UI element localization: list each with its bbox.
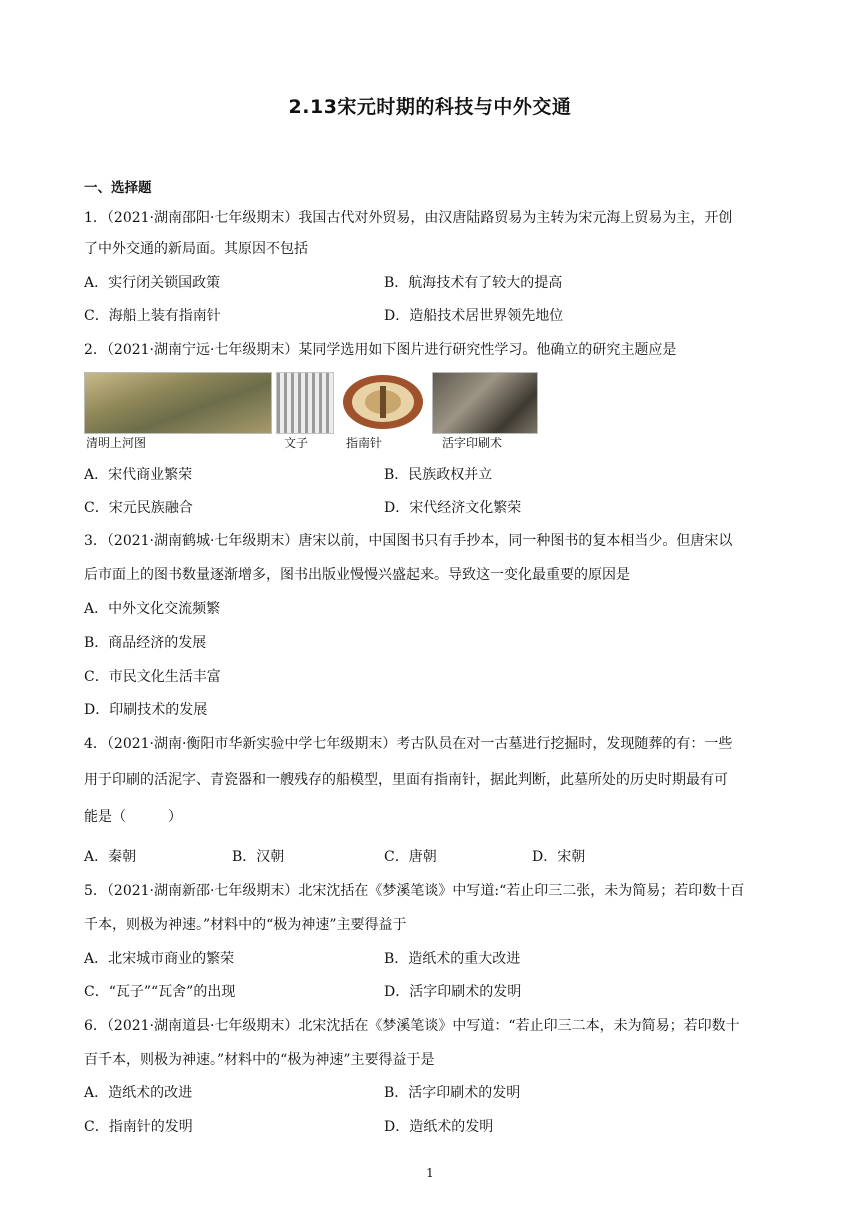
qingming-painting-image: [84, 372, 272, 434]
q1-option-d: D．造船技术居世界领先地位: [384, 308, 564, 324]
q3-option-b: B．商品经济的发展: [84, 635, 207, 651]
caption-qingming: 清明上河图: [86, 436, 147, 450]
q4-option-a: A．秦朝: [84, 849, 137, 865]
q4-option-b: B．汉朝: [232, 849, 285, 865]
page-title: 2.13宋元时期的科技与中外交通: [288, 96, 572, 118]
q2-option-d: D．宋代经济文化繁荣: [384, 500, 522, 516]
printing-scene-image: [432, 372, 538, 434]
caption-compass: 指南针: [346, 436, 383, 450]
q6-stem-line1: 6．（2021·湖南道县·七年级期末）北宋沈括在《梦溪笔谈》中写道：“若止印三二本，未为简易；若印数十: [84, 1018, 740, 1034]
q3-option-d: D．印刷技术的发展: [84, 702, 208, 718]
page-number: 1: [426, 1166, 434, 1180]
q6-option-b: B．活字印刷术的发明: [384, 1085, 521, 1101]
q1-stem-line2: 了中外交通的新局面。其原因不包括: [84, 241, 308, 257]
q4-option-c: C．唐朝: [384, 849, 437, 865]
q5-option-d: D．活字印刷术的发明: [384, 984, 522, 1000]
q1-option-c: C．海船上装有指南针: [84, 308, 221, 324]
caption-movable-type-printing: 活字印刷术: [442, 436, 503, 450]
caption-wenzi: 文子: [284, 436, 309, 450]
q5-option-b: B．造纸术的重大改进: [384, 951, 521, 967]
q2-stem-line1: 2．（2021·湖南宁远·七年级期末）某同学选用如下图片进行研究性学习。他确立的研究主题应是: [84, 342, 677, 358]
q3-option-c: C．市民文化生活丰富: [84, 669, 221, 685]
q6-option-d: D．造纸术的发明: [384, 1119, 494, 1135]
q2-option-a: A．宋代商业繁荣: [84, 467, 193, 483]
q1-option-a: A．实行闭关锁国政策: [84, 275, 221, 291]
q3-stem-line2: 后市面上的图书数量逐渐增多，图书出版业慢慢兴盛起来。导致这一变化最重要的原因是: [84, 567, 630, 583]
q3-option-a: A．中外文化交流频繁: [84, 601, 221, 617]
compass-image: [340, 372, 426, 432]
q1-stem-line1: 1．（2021·湖南邵阳·七年级期末）我国古代对外贸易，由汉唐陆路贸易为主转为宋元海上贸易为主，开创: [84, 210, 733, 226]
q4-option-d: D．宋朝: [532, 849, 586, 865]
q5-option-a: A．北宋城市商业的繁荣: [84, 951, 235, 967]
q5-option-c: C．“瓦子”“瓦舍”的出现: [84, 984, 236, 1000]
q5-stem-line1: 5．（2021·湖南新邵·七年级期末）北宋沈括在《梦溪笔谈》中写道:“若止印三二张，未为简易；若印数十百: [84, 883, 745, 899]
q6-option-c: C．指南针的发明: [84, 1119, 193, 1135]
q6-stem-line2: 百千本，则极为神速。”材料中的“极为神速”主要得益于是: [84, 1052, 435, 1068]
q2-option-b: B．民族政权并立: [384, 467, 493, 483]
q5-stem-line2: 千本，则极为神速。”材料中的“极为神速”主要得益于: [84, 917, 407, 933]
q2-option-c: C．宋元民族融合: [84, 500, 193, 516]
q6-option-a: A．造纸术的改进: [84, 1085, 193, 1101]
q1-option-b: B．航海技术有了较大的提高: [384, 275, 563, 291]
q2-figure: [84, 372, 544, 452]
q3-stem-line1: 3．（2021·湖南鹤城·七年级期末）唐宋以前，中国图书只有手抄本，同一种图书的复本相当少。但唐宋以: [84, 533, 733, 549]
q4-stem-line3: 能是（ ）: [84, 809, 182, 825]
section-heading: 一、选择题: [84, 180, 152, 196]
q4-stem-line1: 4．（2021·湖南·衡阳市华新实验中学七年级期末）考古队员在对一古墓进行挖掘时，发现随葬的有：一些: [84, 736, 733, 752]
movable-type-image: [276, 372, 334, 434]
q4-stem-line2: 用于印刷的活泥字、青瓷器和一艘残存的船模型，里面有指南针，据此判断，此墓所处的历史时期最有可: [84, 772, 728, 788]
